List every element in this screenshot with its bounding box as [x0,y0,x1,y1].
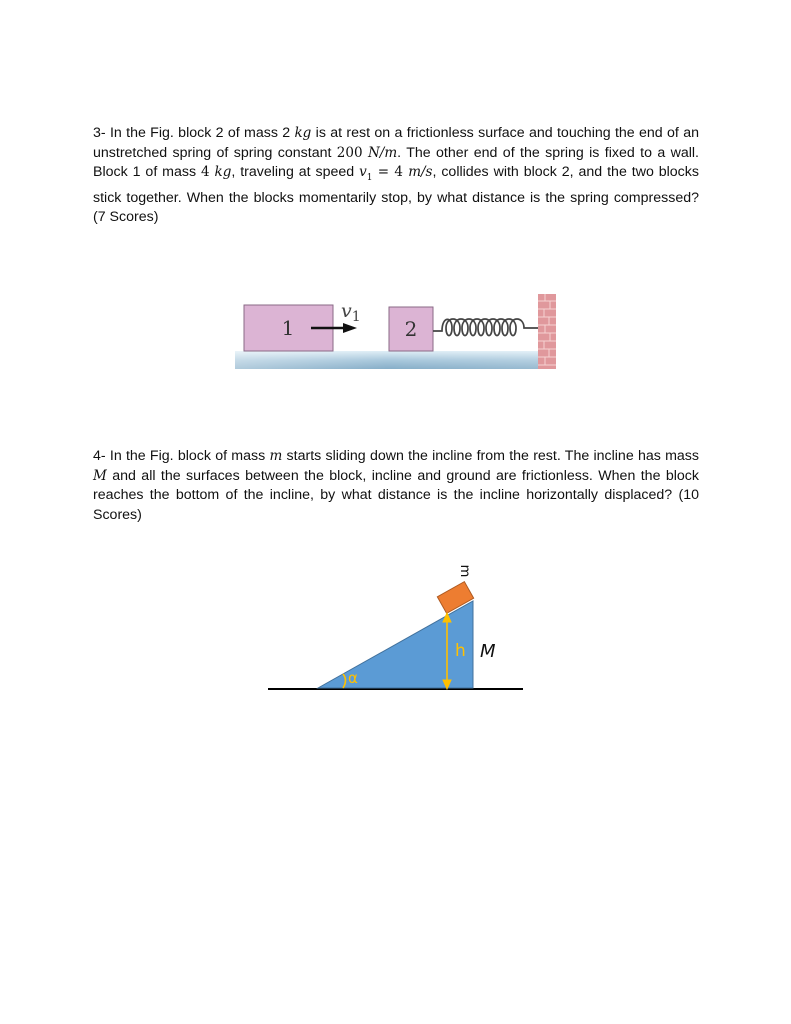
p3-spring-constant-unit: N/m [367,144,398,161]
p3-velocity-symbol: v [359,164,367,181]
p3-velocity-value: = 4 [372,164,409,181]
incline-mass-label: M [480,641,496,662]
p4-incline-mass-symbol: M [93,467,107,484]
height-label: h [455,641,466,661]
p3-text-2: is at rest on a frictionless surface and touching the end of an unstretched spring of spring constant [93,125,699,161]
p3-mass1-value: 4 [201,164,210,181]
block-mass-label: m [457,564,472,578]
block-1-label: 1 [281,316,295,340]
p3-text-1: 3- In the Fig. block 2 of mass 2 [93,125,295,141]
p4-text-1: 4- In the Fig. block of mass [93,448,270,464]
p3-text-5: , collides with block 2, and the two blocks stick together. When the blocks momentarily stop, by what distance is the spring compressed? (7 Scores) [93,164,699,226]
incline-wedge [318,601,473,688]
p4-mass-symbol: m [269,448,283,464]
p4-text-3: and all the surfaces between the block, incline and ground are frictionless. When the block reaches the bottom of the incline, by what distance is the incline horizontally displaced? (10 Scores) [93,467,699,523]
floor-sheen [235,351,541,369]
p3-velocity-unit: m/s [408,164,433,181]
p3-text-3: . The other end of the spring is fixed to a wall. Block 1 of mass [93,144,699,181]
velocity-label: $v_1$ [341,300,361,325]
wall [538,294,556,369]
p3-mass1-unit: kg [214,164,232,181]
p3-velocity-subscript: 1 [366,173,373,184]
block-2-label: 2 [404,317,418,341]
p4-text-2: starts sliding down the incline from the rest. The incline has mass [282,448,699,464]
angle-label: α [348,669,358,687]
figure-4 [268,565,523,689]
figure-3 [235,294,556,369]
p3-text-4: , traveling at speed [231,164,360,181]
p3-spring-constant-value: 200 [336,144,363,161]
spring [433,319,538,336]
p3-mass2-unit: kg [294,125,312,141]
